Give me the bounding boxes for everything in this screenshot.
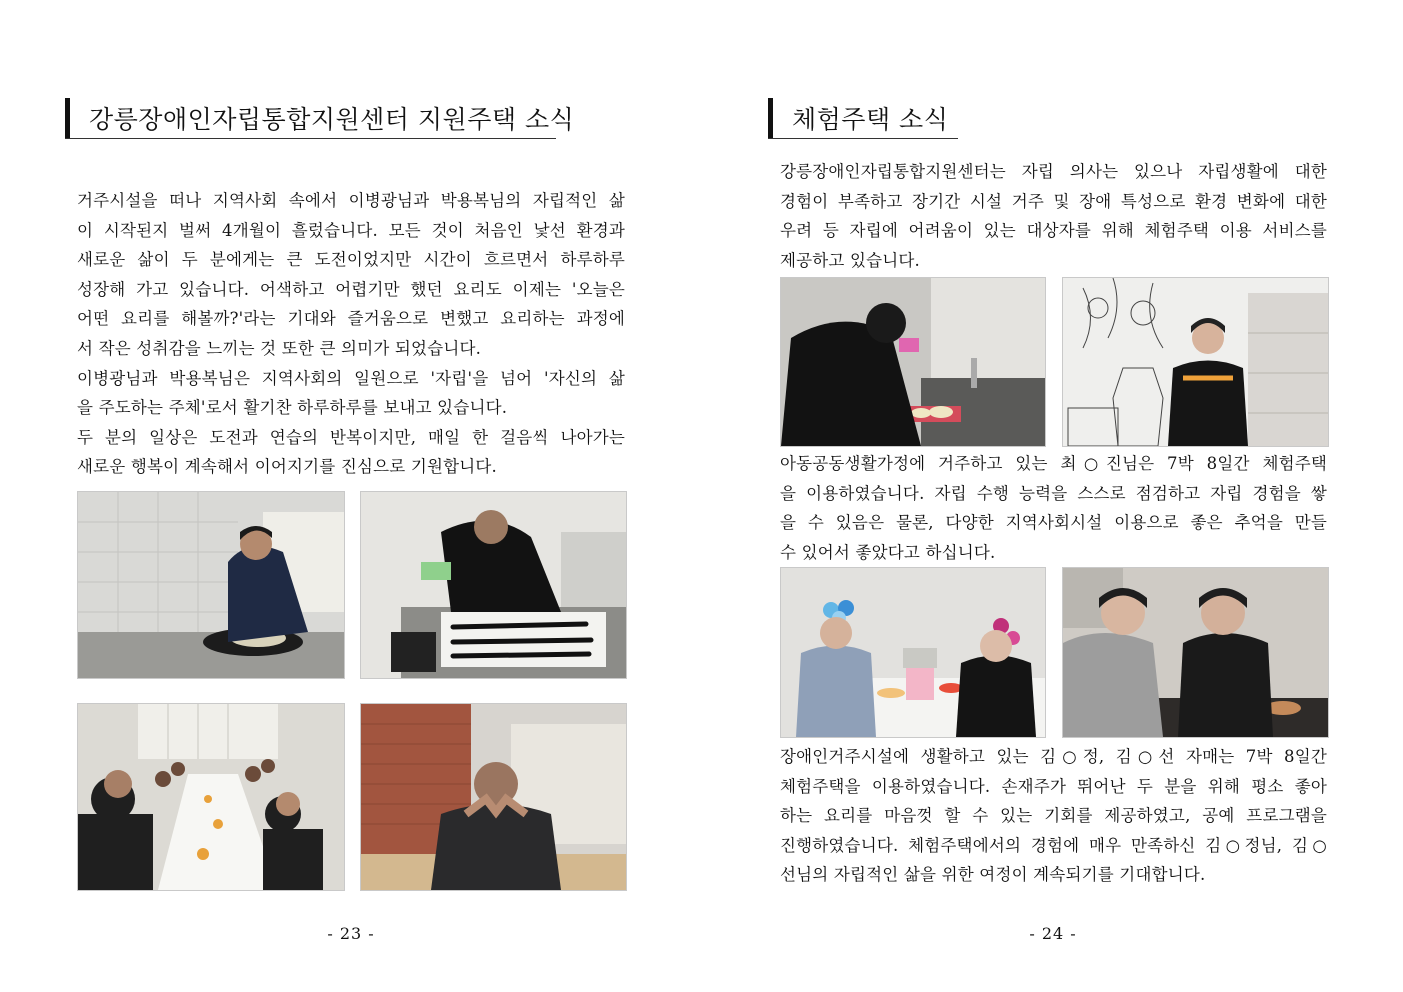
- text-line: 선님의 자립적인 삶을 위한 여정이 계속되기를 기대합니다.: [780, 865, 1206, 885]
- photo-boy-cooking: [780, 277, 1046, 447]
- text-line: 하는 요리를 마음껏 할 수 있는 기회를 제공하였고, 공예 프로그램을: [780, 806, 1327, 826]
- section-heading: [768, 96, 958, 139]
- text-line: 체험주택을 이용하였습니다. 손재주가 뛰어난 두 분을 위해 평소 좋아: [780, 776, 1327, 796]
- text-line: 서 작은 성취감을 느끼는 것 또한 큰 의미가 되었습니다.: [77, 338, 482, 358]
- section-title: 체험주택 소식: [792, 105, 949, 134]
- text-line: 을 주도하는 주체'로서 활기찬 하루하루를 보내고 있습니다.: [77, 398, 508, 418]
- text-line: 아동공동생활가정에 거주하고 있는 최○진님은 7박 8일간 체험주택: [780, 454, 1327, 473]
- text-line: 어떤 요리를 해볼까?'라는 기대와 즐거움으로 변했고 요리하는 과정에: [77, 309, 625, 329]
- text-line: 수 있어서 좋았다고 하십니다.: [780, 542, 996, 562]
- photo-celebration: [780, 567, 1046, 738]
- page-24: [701, 0, 1403, 992]
- text-line: 우려 등 자립에 어려움이 있는 대상자를 위해 체험주택 이용 서비스를: [780, 221, 1327, 241]
- paragraph-intro: [780, 157, 1327, 275]
- photo-calligraphy: [360, 491, 627, 679]
- text-line: 경험이 부족하고 장기간 시설 거주 및 장애 특성으로 환경 변화에 대한: [780, 191, 1327, 211]
- text-line: 장애인거주시설에 생활하고 있는 김○정, 김○선 자매는 7박 8일간: [780, 747, 1327, 766]
- section-title: 강릉장애인자립통합지원센터 지원주택 소식: [89, 105, 575, 134]
- page-number: - 24 -: [1029, 924, 1077, 943]
- text-line: 강릉장애인자립통합지원센터는 자립 의사는 있으나 자립생활에 대한: [780, 162, 1327, 181]
- text-line: 이 시작된지 벌써 4개월이 흘렀습니다. 모든 것이 처음인 낯선 환경과: [77, 220, 625, 240]
- photo-group-meal: [77, 703, 345, 891]
- heading-bar: [768, 98, 773, 138]
- paragraph-experience-2: [780, 742, 1327, 890]
- text-line: 진행하였습니다. 체험주택에서의 경험에 매우 만족하신 김○정님, 김○: [780, 835, 1327, 855]
- heading-bar: [65, 98, 70, 138]
- photo-boy-wall: [1062, 277, 1329, 447]
- page-number: - 23 -: [327, 924, 375, 943]
- page-23: [0, 0, 701, 992]
- text-line: 을 이용하였습니다. 자립 수행 능력을 스스로 점검하고 자립 경험을 쌓: [780, 483, 1327, 503]
- paragraph-experience-1: [780, 449, 1327, 567]
- text-line: 성장해 가고 있습니다. 어색하고 어렵기만 했던 요리도 이제는 '오늘은: [77, 279, 625, 299]
- photo-sisters: [1062, 567, 1329, 738]
- text-line: 거주시설을 떠나 지역사회 속에서 이병광님과 박용복님의 자립적인 삶: [77, 191, 625, 210]
- text-line: 이병광님과 박용복님은 지역사회의 일원으로 '자립'을 넘어 '자신의 삶: [77, 368, 625, 388]
- text-line: 두 분의 일상은 도전과 연습의 반복이지만, 매일 한 걸음씩 나아가는: [77, 427, 625, 447]
- text-line: 새로운 행복이 계속해서 이어지기를 진심으로 기원합니다.: [77, 457, 498, 477]
- section-heading: [65, 96, 575, 139]
- text-line: 새로운 삶이 두 분에게는 큰 도전이었지만 시간이 흐르면서 하루하루: [77, 250, 625, 270]
- photo-cooking: [77, 491, 345, 679]
- text-line: 을 수 있음은 물론, 다양한 지역사회시설 이용으로 좋은 추억을 만들: [780, 513, 1327, 533]
- paragraph-1: [77, 186, 625, 482]
- text-line: 제공하고 있습니다.: [780, 250, 921, 270]
- photo-heart-gesture: [360, 703, 627, 891]
